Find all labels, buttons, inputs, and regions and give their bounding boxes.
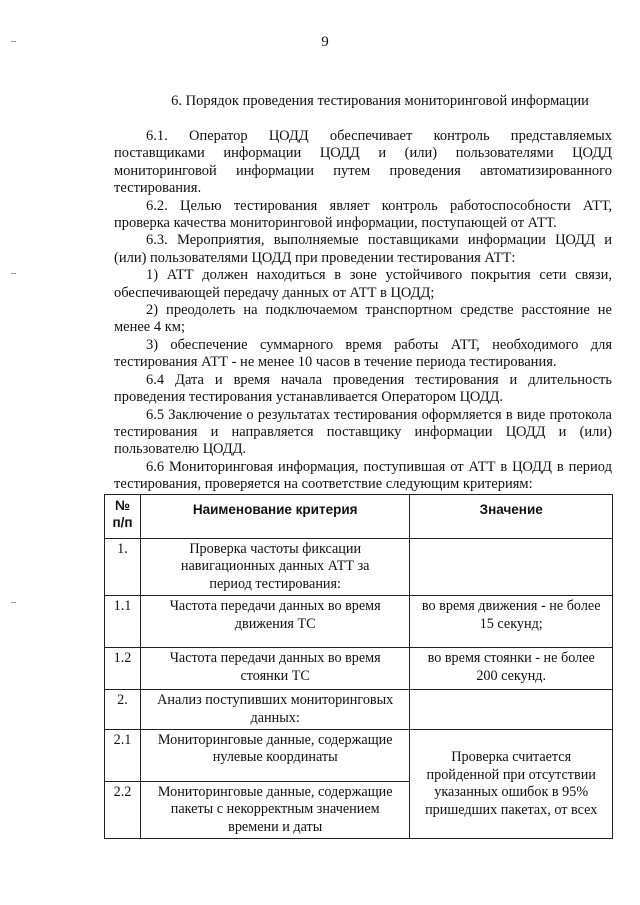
row-num: 2.2 [105, 782, 141, 839]
scan-edge-mark [11, 41, 16, 42]
paragraph: 3) обеспечение суммарного время работы АТТ, необходимого для тестирования АТТ - не менее 10 часов в течение периода тестирования. [114, 336, 612, 371]
row-num: 1.2 [105, 648, 141, 690]
header-value: Значение [410, 495, 613, 539]
page-number: 9 [321, 34, 329, 50]
row-name: Мониторинговые данные, содержащие нулевые координаты [140, 730, 409, 782]
table-header-row [105, 495, 613, 539]
body-text [114, 128, 612, 494]
table-row [105, 539, 613, 596]
row-name: Частота передачи данных во время движения ТС [140, 596, 409, 648]
row-num: 2.1 [105, 730, 141, 782]
row-num: 2. [105, 690, 141, 730]
row-value: во время движения - не более 15 секунд; [410, 596, 613, 648]
criteria-table [104, 494, 613, 839]
paragraph: 6.5 Заключение о результатах тестирования оформляется в виде протокола тестирования и направляется поставщику информации ЦОДД и (или) пользователю ЦОДД. [114, 406, 612, 458]
table-row [105, 730, 613, 782]
merged-value-cell: Проверка считается пройденной при отсутствии указанных ошибок в 95% пришедших пакетах, от всех [410, 730, 613, 839]
row-name: Частота передачи данных во время стоянки ТС [140, 648, 409, 690]
paragraph: 6.6 Мониторинговая информация, поступившая от АТТ в ЦОДД в период тестирования, проверяется на соответствие следующим критериям: [114, 458, 612, 493]
header-num: № п/п [105, 495, 141, 539]
row-name: Анализ поступивших мониторинговых данных: [140, 690, 409, 730]
row-value [410, 690, 613, 730]
table-row [105, 648, 613, 690]
row-num: 1. [105, 539, 141, 596]
paragraph: 2) преодолеть на подключаемом транспортном средстве расстояние не менее 4 км; [114, 302, 612, 336]
scan-edge-mark [11, 602, 16, 603]
paragraph: 6.1. Оператор ЦОДД обеспечивает контроль представляемых поставщиками информации ЦОДД и (или) пользователями ЦОДД мониторинговой информации путем проведения автоматизированного тестирования. [114, 128, 612, 197]
row-value [410, 539, 613, 596]
scan-edge-mark [11, 273, 16, 274]
header-name: Наименование критерия [140, 495, 409, 539]
row-name: Проверка частоты фиксации навигационных данных АТТ за период тестирования: [140, 539, 409, 596]
row-num: 1.1 [105, 596, 141, 648]
row-value: во время стоянки - не более 200 секунд. [410, 648, 613, 690]
section-heading: 6. Порядок проведения тестирования мониторинговой информации [171, 93, 589, 109]
row-name: Мониторинговые данные, содержащие пакеты с некорректным значением времени и даты [140, 782, 409, 839]
paragraph: 6.3. Мероприятия, выполняемые поставщиками информации ЦОДД и (или) пользователями ЦОДД при проведении тестирования АТТ: [114, 232, 612, 266]
paragraph: 1) АТТ должен находиться в зоне устойчивого покрытия сети связи, обеспечивающей передачу данных от АТТ в ЦОДД; [114, 267, 612, 301]
paragraph: 6.2. Целью тестирования являет контроль работоспособности АТТ, проверка качества мониторинговой информации, поступающей от АТТ. [114, 197, 612, 232]
paragraph: 6.4 Дата и время начала проведения тестирования и длительность проведения тестирования устанавливается Оператором ЦОДД. [114, 371, 612, 406]
table-row [105, 596, 613, 648]
table-row [105, 690, 613, 730]
